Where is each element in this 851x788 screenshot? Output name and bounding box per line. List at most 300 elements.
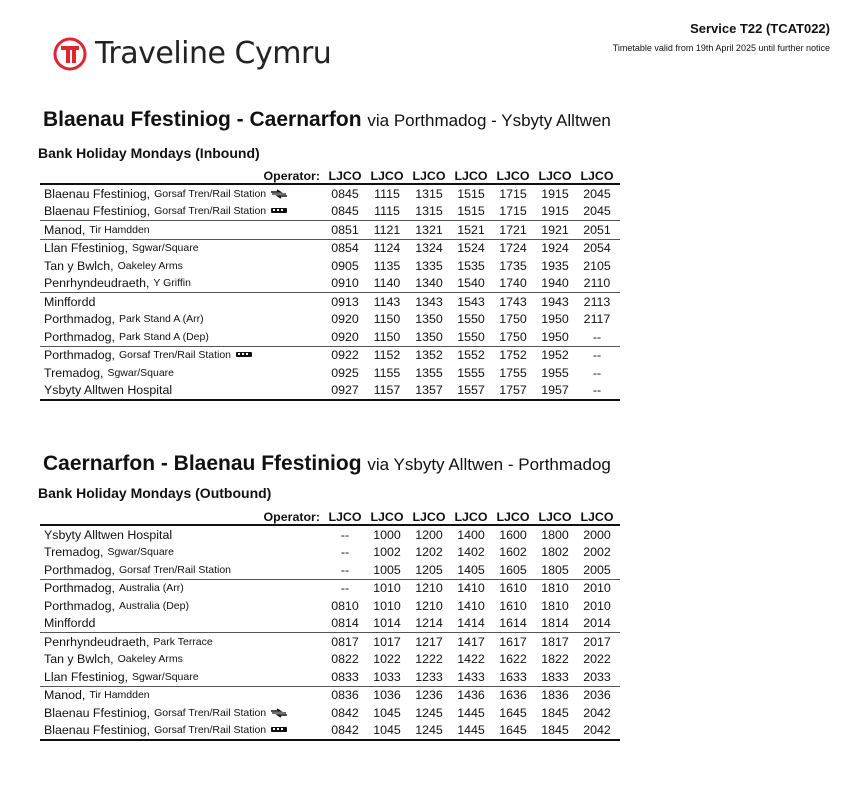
departure-time: 2017 (583, 634, 611, 649)
outbound-route-title (43, 452, 611, 476)
departure-time: 1915 (541, 204, 569, 219)
stop-detail: Tir Hamdden (89, 223, 150, 236)
stop-locality: Llan Ffestiniog, (44, 669, 129, 684)
stop-name (40, 204, 324, 218)
departure-time: 1036 (373, 688, 401, 703)
departure-time: 2036 (583, 688, 611, 703)
departure-time: 0822 (331, 652, 359, 667)
departure-time: 0845 (331, 204, 359, 219)
stop-detail: Sgwar/Square (107, 366, 175, 379)
outbound-section-title: Bank Holiday Mondays (Outbound) (38, 485, 272, 501)
stop-name (40, 545, 324, 559)
departure-time: 1636 (499, 688, 527, 703)
departure-time: 1836 (541, 688, 569, 703)
stop-locality: Penrhyndeudraeth, (44, 634, 150, 649)
departure-time: 1343 (415, 294, 443, 309)
departure-time: 1205 (415, 562, 443, 577)
departure-time: -- (340, 545, 350, 560)
departure-time: 1135 (373, 258, 401, 273)
timetable-row (40, 346, 620, 365)
stop-locality: Porthmadog, (44, 348, 115, 363)
departure-time: 2010 (583, 581, 611, 596)
operator-code: LJCO (496, 169, 530, 183)
departure-time: 1005 (373, 562, 401, 577)
departure-time: 1600 (499, 527, 527, 542)
departure-time: 1535 (457, 258, 485, 273)
departure-time: 1715 (499, 204, 527, 219)
departure-time: 1543 (457, 294, 485, 309)
departure-time: 1445 (457, 705, 485, 720)
stop-name (40, 599, 324, 613)
departure-time: 1555 (457, 365, 485, 380)
timetable-row (40, 686, 620, 705)
departure-time: 1350 (415, 329, 443, 344)
stop-name (40, 330, 324, 344)
departure-time: 1436 (457, 688, 485, 703)
timetable-row (40, 185, 620, 203)
stop-detail: Y Griffin (153, 277, 191, 290)
departure-time: 1521 (457, 222, 485, 237)
departure-time: 1814 (541, 616, 569, 631)
departure-time: -- (340, 581, 350, 596)
departure-time: 1410 (457, 581, 485, 596)
timetable-row (40, 239, 620, 258)
departure-time: 2110 (583, 276, 611, 291)
departure-time: 2054 (583, 241, 611, 256)
departure-time: 1422 (457, 652, 485, 667)
stop-detail: Oakeley Arms (117, 259, 183, 272)
departure-time: 0810 (331, 598, 359, 613)
departure-time: 2042 (583, 705, 611, 720)
departure-time: 1740 (499, 276, 527, 291)
stop-locality: Blaenau Ffestiniog, (44, 204, 151, 219)
stop-name (40, 706, 324, 720)
departure-time: 2105 (583, 258, 611, 273)
timetable-row (40, 632, 620, 651)
heritage-rail-icon (270, 207, 288, 215)
stop-detail: Australia (Dep) (118, 599, 189, 612)
operator-code: LJCO (412, 510, 446, 524)
stop-detail: Gorsaf Tren/Rail Station (154, 706, 267, 719)
departure-time: 0817 (331, 634, 359, 649)
stop-name (40, 348, 324, 362)
stop-detail: Sgwar/Square (132, 242, 199, 255)
stop-locality: Tremadog, (44, 365, 104, 380)
operator-label: Operator: (263, 510, 320, 524)
stop-name (40, 187, 324, 201)
departure-time: 2005 (583, 562, 611, 577)
departure-time: 1622 (499, 652, 527, 667)
departure-time: 0920 (331, 312, 359, 327)
operator-code: LJCO (370, 510, 404, 524)
departure-time: 1405 (457, 562, 485, 577)
departure-time: 1315 (415, 204, 443, 219)
departure-time: 1810 (541, 581, 569, 596)
operator-code: LJCO (454, 510, 488, 524)
departure-time: 0922 (331, 348, 359, 363)
departure-time: 1014 (373, 616, 401, 631)
departure-time: 1802 (541, 545, 569, 560)
departure-time: 1724 (499, 241, 527, 256)
timetable-row (40, 382, 620, 400)
stop-detail: Gorsaf Tren/Rail Station (154, 724, 267, 737)
departure-time: 1617 (499, 634, 527, 649)
stop-name (40, 241, 324, 255)
departure-time: 1833 (541, 669, 569, 684)
brand-name: Traveline Cymru (95, 36, 332, 71)
departure-time: 1402 (457, 545, 485, 560)
departure-time: 1524 (457, 241, 485, 256)
departure-time: 1810 (541, 598, 569, 613)
departure-time: 1233 (415, 669, 443, 684)
departure-time: 1115 (374, 186, 400, 201)
departure-time: 1410 (457, 598, 485, 613)
stop-locality: Porthmadog, (44, 598, 115, 613)
heritage-rail-icon (235, 351, 253, 359)
departure-time: 2042 (583, 723, 611, 738)
departure-time: 1121 (373, 222, 401, 237)
departure-time: 1955 (541, 365, 569, 380)
timetable-row (40, 597, 620, 615)
departure-time: 0910 (331, 276, 359, 291)
stop-name (40, 635, 324, 649)
departure-time: 1236 (415, 688, 443, 703)
departure-time: 1222 (415, 652, 443, 667)
rail-icon (270, 708, 288, 718)
departure-time: 1400 (457, 527, 485, 542)
departure-time: 1822 (541, 652, 569, 667)
departure-time: 1800 (541, 527, 569, 542)
operator-header-row (40, 508, 620, 526)
departure-time: 1550 (457, 312, 485, 327)
stop-name (40, 528, 324, 542)
timetable-row (40, 668, 620, 686)
timetable-row (40, 615, 620, 633)
stop-name (40, 312, 324, 326)
departure-time: 2051 (583, 222, 611, 237)
operator-code: LJCO (580, 169, 614, 183)
departure-time: 0925 (331, 365, 359, 380)
stop-name (40, 670, 324, 684)
departure-time: 1045 (373, 723, 401, 738)
departure-time: 2033 (583, 669, 611, 684)
stop-detail: Park Stand A (Dep) (118, 330, 209, 343)
departure-time: 0814 (331, 616, 359, 631)
stop-name (40, 581, 324, 595)
departure-time: 0913 (331, 294, 359, 309)
inbound-timetable (40, 167, 620, 401)
departure-time: 1602 (499, 545, 527, 560)
stop-detail: Gorsaf Tren/Rail Station (118, 349, 232, 362)
departure-time: -- (592, 365, 602, 380)
stop-detail: Sgwar/Square (132, 670, 199, 683)
departure-time: 1150 (373, 312, 401, 327)
departure-time: 1017 (373, 634, 401, 649)
timetable-row (40, 292, 620, 311)
departure-time: -- (592, 329, 602, 344)
departure-time: 1210 (415, 598, 443, 613)
stop-name (40, 563, 324, 577)
traveline-t-icon (53, 37, 87, 71)
departure-time: 1417 (457, 634, 485, 649)
stop-name (40, 723, 324, 737)
departure-time: 1000 (373, 527, 401, 542)
departure-time: 1950 (541, 329, 569, 344)
departure-time: 1750 (499, 312, 527, 327)
stop-locality: Tan y Bwlch, (44, 652, 114, 667)
stop-name (40, 223, 324, 237)
stop-locality: Minffordd (44, 294, 96, 309)
departure-time: 1202 (415, 545, 443, 560)
departure-time: 1721 (499, 222, 527, 237)
stop-name (40, 295, 324, 309)
departure-time: 1124 (373, 241, 401, 256)
departure-time: 1715 (499, 186, 527, 201)
inbound-via: via Porthmadog - Ysbyty Alltwen (367, 111, 611, 130)
departure-time: 1921 (541, 222, 569, 237)
departure-time: 1433 (457, 669, 485, 684)
stop-locality: Manod, (44, 688, 86, 703)
departure-time: 2045 (583, 204, 611, 219)
departure-time: -- (592, 348, 602, 363)
departure-time: 1805 (541, 562, 569, 577)
departure-time: 1002 (373, 545, 401, 560)
departure-time: 1957 (541, 383, 569, 398)
stop-name (40, 366, 324, 380)
table-end-rule (40, 739, 620, 741)
departure-time: 1915 (541, 186, 569, 201)
timetable-row (40, 544, 620, 562)
stop-detail: Gorsaf Tren/Rail Station (154, 205, 267, 218)
departure-time: 1952 (541, 348, 569, 363)
departure-time: -- (592, 383, 602, 398)
operator-code: LJCO (370, 169, 404, 183)
departure-time: 1140 (373, 276, 401, 291)
departure-time: 1757 (499, 383, 527, 398)
departure-time: 1022 (373, 652, 401, 667)
departure-time: 1445 (457, 723, 485, 738)
departure-time: 0851 (331, 222, 359, 237)
departure-time: 2000 (583, 527, 611, 542)
departure-time: 1335 (415, 258, 443, 273)
stop-locality: Penrhyndeudraeth, (44, 276, 150, 291)
departure-time: 1645 (499, 723, 527, 738)
departure-time: 1324 (415, 241, 443, 256)
operator-code: LJCO (496, 510, 530, 524)
departure-time: 2022 (583, 652, 611, 667)
departure-time: 1610 (499, 581, 527, 596)
timetable-row (40, 561, 620, 579)
stop-locality: Porthmadog, (44, 562, 115, 577)
departure-time: 1605 (499, 562, 527, 577)
departure-time: 1633 (499, 669, 527, 684)
service-code: Service T22 (TCAT022) (690, 21, 830, 36)
stop-locality: Tan y Bwlch, (44, 258, 114, 273)
stop-detail: Park Stand A (Arr) (118, 313, 204, 326)
stop-locality: Tremadog, (44, 545, 104, 560)
departure-time: 1200 (415, 527, 443, 542)
departure-time: 1550 (457, 329, 485, 344)
departure-time: 1115 (374, 204, 400, 219)
departure-time: 1940 (541, 276, 569, 291)
departure-time: 1924 (541, 241, 569, 256)
departure-time: 2002 (583, 545, 611, 560)
departure-time: 0842 (331, 705, 359, 720)
table-end-rule (40, 399, 620, 401)
stop-locality: Minffordd (44, 616, 96, 631)
departure-time: 0927 (331, 383, 359, 398)
operator-code: LJCO (538, 510, 572, 524)
heritage-rail-icon (270, 726, 288, 734)
departure-time: 0854 (331, 241, 359, 256)
operator-code: LJCO (538, 169, 572, 183)
stop-locality: Porthmadog, (44, 312, 115, 327)
departure-time: 1614 (499, 616, 527, 631)
departure-time: 1350 (415, 312, 443, 327)
departure-time: 1414 (457, 616, 485, 631)
departure-time: 1752 (499, 348, 527, 363)
stop-detail: Park Terrace (153, 635, 213, 648)
departure-time: 1340 (415, 276, 443, 291)
departure-time: 1610 (499, 598, 527, 613)
departure-time: 1352 (415, 348, 443, 363)
departure-time: 1152 (373, 348, 401, 363)
departure-time: 1150 (373, 329, 401, 344)
stop-locality: Blaenau Ffestiniog, (44, 186, 151, 201)
stop-name (40, 259, 324, 273)
stop-name (40, 616, 324, 630)
stop-locality: Ysbyty Alltwen Hospital (44, 527, 173, 542)
inbound-route-title (43, 108, 611, 132)
outbound-via: via Ysbyty Alltwen - Porthmadog (367, 455, 611, 474)
stop-locality: Blaenau Ffestiniog, (44, 723, 151, 738)
departure-time: 1157 (373, 383, 401, 398)
operator-header-row (40, 167, 620, 185)
timetable-row (40, 311, 620, 329)
operator-code: LJCO (580, 510, 614, 524)
departure-time: 2014 (583, 616, 611, 631)
departure-time: 1245 (415, 705, 443, 720)
departure-time: 1935 (541, 258, 569, 273)
departure-time: 1217 (415, 634, 443, 649)
departure-time: 1245 (415, 723, 443, 738)
timetable-row (40, 526, 620, 544)
timetable-row (40, 722, 620, 740)
departure-time: 1750 (499, 329, 527, 344)
departure-time: 1845 (541, 723, 569, 738)
operator-label: Operator: (263, 169, 320, 183)
departure-time: 1355 (415, 365, 443, 380)
departure-time: 1515 (457, 204, 485, 219)
stop-locality: Ysbyty Alltwen Hospital (44, 383, 173, 398)
stop-name (40, 652, 324, 666)
departure-time: 1357 (415, 383, 443, 398)
departure-time: 1552 (457, 348, 485, 363)
operator-code: LJCO (454, 169, 488, 183)
departure-time: 1315 (415, 186, 443, 201)
timetable-row (40, 328, 620, 346)
departure-time: 1943 (541, 294, 569, 309)
departure-time: 1735 (499, 258, 527, 273)
inbound-route: Blaenau Ffestiniog - Caernarfon (43, 108, 362, 131)
stop-name (40, 276, 324, 290)
stop-detail: Gorsaf Tren/Rail Station (118, 563, 232, 576)
timetable-row (40, 220, 620, 239)
departure-time: 1645 (499, 705, 527, 720)
departure-time: 1817 (541, 634, 569, 649)
outbound-timetable (40, 508, 620, 741)
stop-detail: Tir Hamdden (89, 689, 150, 702)
inbound-section-title: Bank Holiday Mondays (Inbound) (38, 145, 260, 161)
stop-locality: Llan Ffestiniog, (44, 241, 129, 256)
departure-time: -- (340, 527, 350, 542)
stop-detail: Australia (Arr) (118, 582, 184, 595)
departure-time: 0905 (331, 258, 359, 273)
timetable-row (40, 704, 620, 722)
stop-locality: Porthmadog, (44, 581, 115, 596)
departure-time: 0836 (331, 688, 359, 703)
departure-time: 2010 (583, 598, 611, 613)
departure-time: 1210 (415, 581, 443, 596)
stop-locality: Manod, (44, 222, 86, 237)
departure-time: 1515 (457, 186, 485, 201)
outbound-route: Caernarfon - Blaenau Ffestiniog (43, 452, 362, 475)
stop-detail: Oakeley Arms (117, 653, 183, 666)
departure-time: 1033 (373, 669, 401, 684)
stop-name (40, 688, 324, 702)
departure-time: 1321 (415, 222, 443, 237)
traveline-logo (53, 36, 331, 71)
rail-icon (270, 189, 288, 199)
departure-time: 1045 (373, 705, 401, 720)
departure-time: 1950 (541, 312, 569, 327)
departure-time: 1214 (415, 616, 443, 631)
timetable-row (40, 275, 620, 293)
departure-time: 2045 (583, 186, 611, 201)
timetable-row (40, 257, 620, 275)
departure-time: 0845 (331, 186, 359, 201)
stop-locality: Porthmadog, (44, 329, 115, 344)
timetable-row (40, 579, 620, 598)
departure-time: 1557 (457, 383, 485, 398)
stop-detail: Sgwar/Square (107, 546, 175, 559)
departure-time: 1540 (457, 276, 485, 291)
validity-note: Timetable valid from 19th April 2025 until further notice (612, 43, 830, 53)
operator-code: LJCO (328, 169, 362, 183)
departure-time: 0920 (331, 329, 359, 344)
stop-detail: Gorsaf Tren/Rail Station (154, 187, 267, 200)
departure-time: 1755 (499, 365, 527, 380)
departure-time: 2113 (583, 294, 611, 309)
departure-time: 0833 (331, 669, 359, 684)
operator-code: LJCO (412, 169, 446, 183)
operator-code: LJCO (328, 510, 362, 524)
departure-time: 1845 (541, 705, 569, 720)
timetable-row (40, 364, 620, 382)
departure-time: 1010 (373, 598, 401, 613)
departure-time: 2117 (583, 312, 611, 327)
departure-time: 0842 (331, 723, 359, 738)
timetable-row (40, 203, 620, 221)
departure-time: 1155 (373, 365, 401, 380)
departure-time: 1743 (499, 294, 527, 309)
stop-name (40, 383, 324, 397)
stop-locality: Blaenau Ffestiniog, (44, 705, 151, 720)
departure-time: 1143 (373, 294, 401, 309)
timetable-row (40, 651, 620, 669)
departure-time: 1010 (373, 581, 401, 596)
departure-time: -- (340, 562, 350, 577)
